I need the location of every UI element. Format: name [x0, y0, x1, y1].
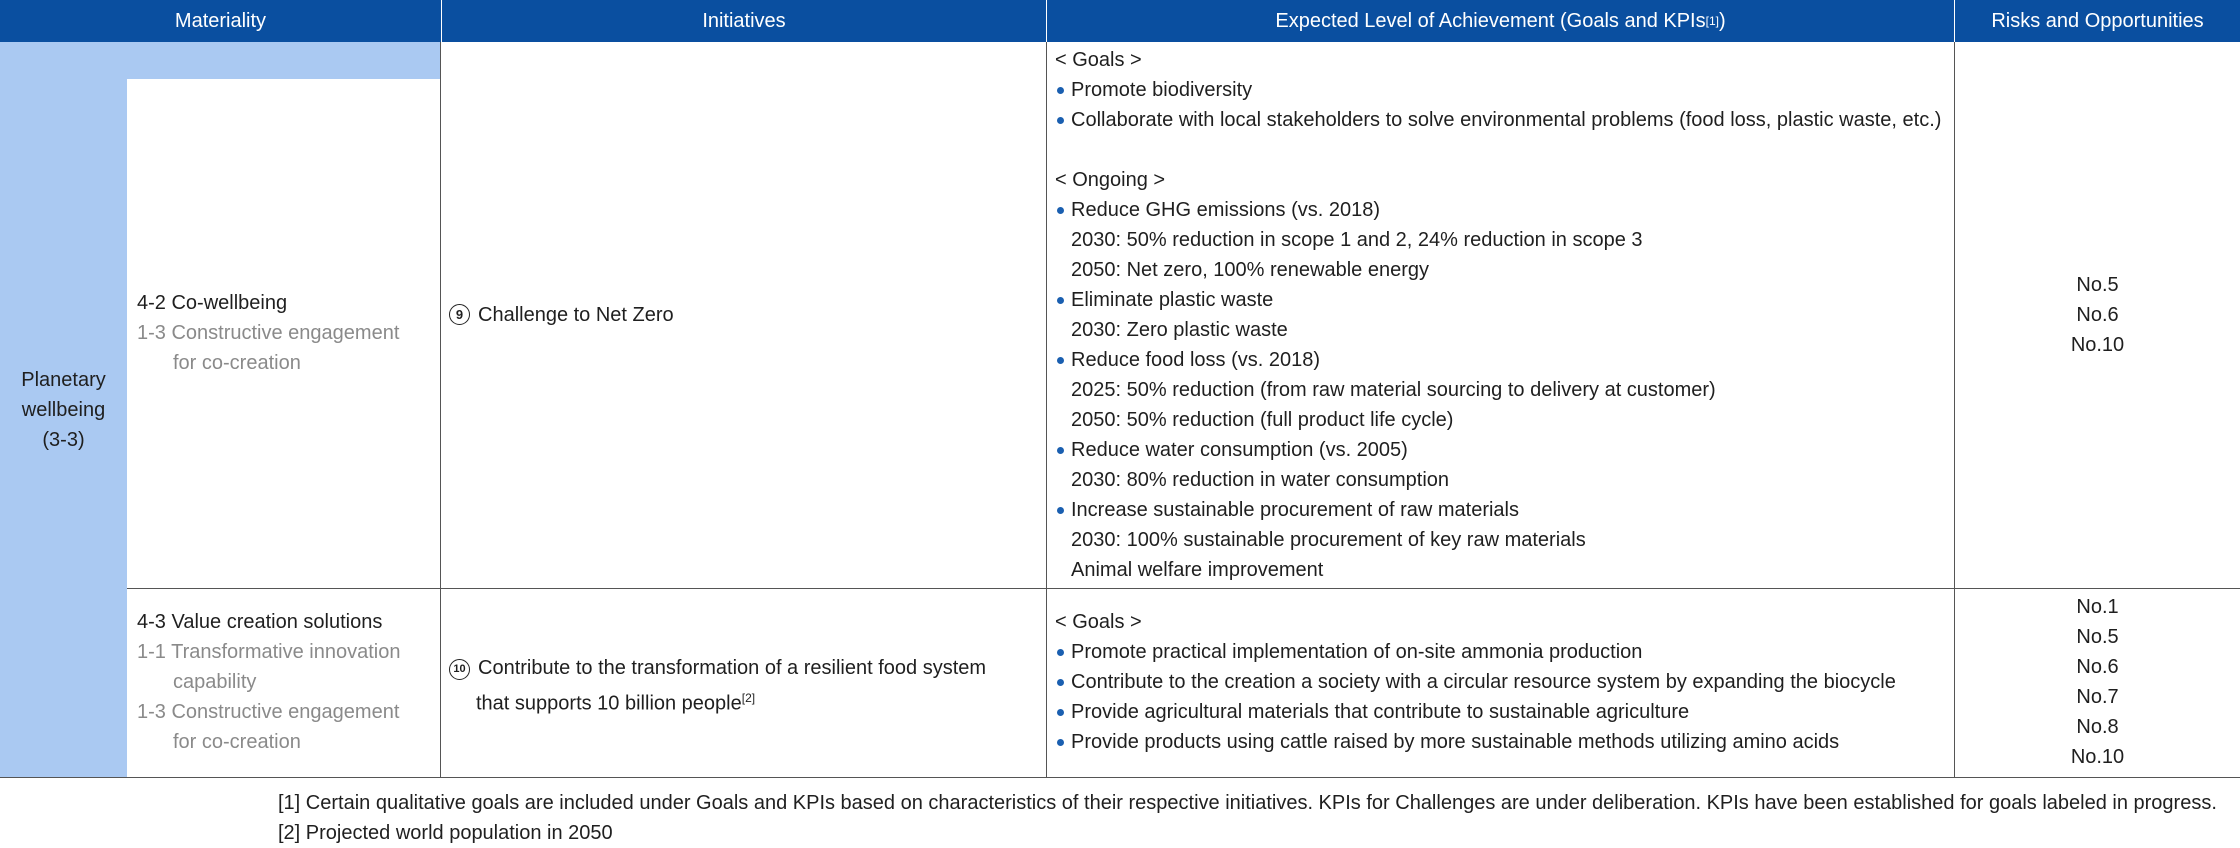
ongoing-heading: < Ongoing > [1055, 169, 1166, 191]
materiality-sub-label-cont: for co-creation [173, 731, 301, 753]
materiality-sub-label-cont: capability [173, 671, 257, 693]
risk-item: No.8 [2076, 716, 2119, 738]
row2-materiality [137, 607, 400, 757]
ongoing-detail: 2025: 50% reduction (from raw material sourcing to delivery at customer) [1071, 379, 1716, 401]
footnote-2: [2] Projected world population in 2050 [278, 822, 613, 844]
materiality-sub-label: 1-3 Constructive engagement [137, 701, 400, 723]
header-expected-text: Expected Level of Achievement (Goals and KPIs [1275, 9, 1706, 32]
ongoing-detail: 2030: 80% reduction in water consumption [1071, 469, 1450, 491]
risk-item: No.6 [2076, 656, 2119, 678]
row2-risks [1955, 592, 2240, 772]
goal-item: Promote practical implementation of on-site ammonia production [1055, 637, 1896, 667]
risk-item: No.1 [2076, 596, 2119, 618]
circled-number-10: 10 [449, 659, 470, 680]
materiality-group-line1: Planetary [21, 369, 106, 391]
risk-item: No.10 [2070, 334, 2125, 356]
column-divider [440, 42, 441, 778]
header-initiatives: Initiatives [442, 0, 1046, 42]
materiality-sub-label-cont: for co-creation [173, 352, 301, 374]
row-divider [127, 588, 2240, 589]
risk-item: No.7 [2076, 686, 2119, 708]
ongoing-detail: 2030: 100% sustainable procurement of key raw materials [1071, 529, 1586, 551]
goals-heading: < Goals > [1055, 611, 1142, 633]
ongoing-item: Reduce GHG emissions (vs. 2018) [1055, 195, 1941, 225]
initiative-text: Contribute to the transformation of a resilient food system [478, 657, 987, 679]
header-expected-level [1047, 0, 1954, 42]
materiality-main-label: 4-2 Co-wellbeing [137, 292, 288, 314]
footnote-1: [1] Certain qualitative goals are included under Goals and KPIs based on characteristics of their respective initiatives. KPIs for Challenges are under deliberation. KPIs have been established for goals labeled in progress. [278, 792, 2217, 814]
ongoing-item: Eliminate plastic waste [1055, 285, 1941, 315]
goal-item: Provide agricultural materials that contribute to sustainable agriculture [1055, 697, 1896, 727]
risk-item: No.6 [2076, 304, 2119, 326]
row1-expected [1055, 45, 1941, 585]
goal-item: Collaborate with local stakeholders to solve environmental problems (food loss, plastic waste, etc.) [1055, 105, 1941, 135]
ongoing-detail: Animal welfare improvement [1071, 559, 1324, 581]
materiality-sub-label: 1-1 Transformative innovation [137, 641, 401, 663]
ongoing-detail: 2030: 50% reduction in scope 1 and 2, 24% reduction in scope 3 [1071, 229, 1643, 251]
ongoing-item: Reduce water consumption (vs. 2005) [1055, 435, 1941, 465]
header-risks: Risks and Opportunities [1955, 0, 2240, 42]
table-bottom-border [0, 777, 2240, 778]
initiative-text: Challenge to Net Zero [478, 304, 674, 326]
header-expected-note: [1] [1705, 14, 1719, 28]
row2-expected [1055, 607, 1896, 757]
risk-item: No.10 [2070, 746, 2125, 768]
materiality-main-label: 4-3 Value creation solutions [137, 611, 383, 633]
materiality-top-band [127, 42, 440, 79]
row1-initiative [449, 300, 674, 330]
goal-item: Provide products using cattle raised by more sustainable methods utilizing amino acids [1055, 727, 1896, 757]
goals-heading: < Goals > [1055, 49, 1142, 71]
row1-materiality [137, 288, 399, 378]
spacer [1055, 135, 1941, 165]
row2-initiative [449, 653, 986, 719]
risk-item: No.5 [2076, 626, 2119, 648]
column-divider [1046, 42, 1047, 778]
materiality-group-line3: (3-3) [42, 429, 85, 451]
goal-item: Contribute to the creation a society with a circular resource system by expanding the biocycle [1055, 667, 1896, 697]
initiative-footnote-ref: [2] [741, 691, 756, 705]
materiality-sub-label: 1-3 Constructive engagement [137, 322, 400, 344]
materiality-group-line2: wellbeing [21, 399, 106, 421]
ongoing-detail: 2050: Net zero, 100% renewable energy [1071, 259, 1430, 281]
header-materiality: Materiality [0, 0, 441, 42]
row1-risks [1955, 270, 2240, 360]
footnotes [278, 788, 2217, 848]
header-expected-close: ) [1718, 9, 1726, 32]
goal-item: Promote biodiversity [1055, 75, 1941, 105]
initiative-text-cont: that supports 10 billion people [476, 692, 742, 715]
ongoing-item: Increase sustainable procurement of raw materials [1055, 495, 1941, 525]
circled-number-9: 9 [449, 304, 470, 325]
ongoing-detail: 2030: Zero plastic waste [1071, 319, 1288, 341]
ongoing-detail: 2050: 50% reduction (full product life cycle) [1071, 409, 1454, 431]
ongoing-item: Reduce food loss (vs. 2018) [1055, 345, 1941, 375]
materiality-group-label [0, 365, 127, 455]
risk-item: No.5 [2076, 274, 2119, 296]
